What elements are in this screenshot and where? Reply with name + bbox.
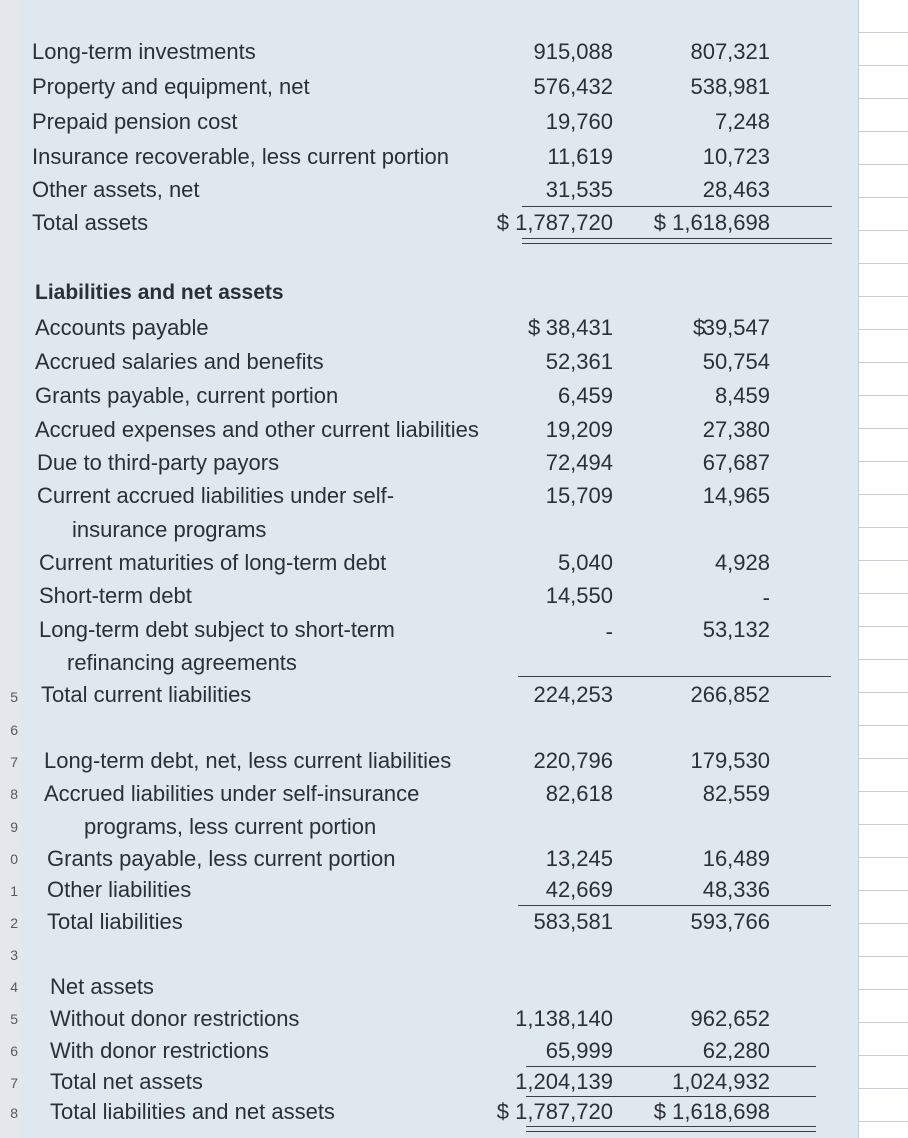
total-liabilities-net-assets-prior-year: $ 1,618,698 — [653, 1099, 770, 1124]
value-current-year: 220,796 — [533, 748, 613, 773]
row-label: Total liabilities — [47, 909, 183, 934]
row-number: 6 — [10, 722, 18, 738]
row-label: Property and equipment, net — [32, 74, 310, 99]
value-current-year: 52,361 — [545, 349, 613, 374]
row-label: Total liabilities and net assets — [50, 1099, 335, 1124]
value-current-year: 72,494 — [545, 450, 613, 475]
value-prior-year: 62,280 — [702, 1038, 770, 1063]
value-prior-year: 179,530 — [690, 748, 770, 773]
value-current-year: 14,550 — [545, 583, 613, 608]
total-assets-current-year: $ 1,787,720 — [496, 210, 613, 235]
row-number: 9 — [10, 819, 18, 835]
value-current-year: 42,669 — [545, 877, 613, 902]
row-label: Grants payable, current portion — [35, 383, 339, 408]
row-label: Total assets — [32, 210, 149, 235]
row-number-gutter — [0, 0, 23, 1138]
currency-sign: $ — [528, 315, 541, 340]
value-prior-year: 50,754 — [702, 349, 770, 374]
row-label: Without donor restrictions — [50, 1006, 300, 1031]
value-current-year: 13,245 — [545, 846, 613, 871]
row-label: Accrued liabilities under self-insurance — [44, 781, 420, 806]
subtotal-rule — [526, 1066, 816, 1067]
subtotal-rule — [526, 1096, 816, 1097]
total-current-liabilities-current-year: 224,253 — [533, 682, 613, 707]
value-current-year: 576,432 — [533, 74, 613, 99]
value-prior-year: 28,463 — [702, 177, 770, 202]
value-current-year: 65,999 — [545, 1038, 613, 1063]
value-prior-year: 4,928 — [714, 550, 770, 575]
total-liabilities-prior-year: 593,766 — [690, 909, 770, 934]
row-number: 2 — [10, 915, 18, 931]
value-prior-year: 53,132 — [702, 617, 770, 642]
value-prior-year: 82,559 — [702, 781, 770, 806]
total-liabilities-net-assets-current-year: $ 1,787,720 — [496, 1099, 613, 1124]
currency-sign: $ — [693, 315, 706, 340]
row-number: 0 — [10, 851, 18, 867]
row-number: 3 — [10, 947, 18, 963]
value-current-year: 1,138,140 — [515, 1006, 613, 1031]
row-label: Other liabilities — [47, 877, 192, 902]
value-current-year: - — [605, 619, 613, 644]
row-label: Accrued salaries and benefits — [35, 349, 324, 374]
row-number: 1 — [10, 883, 18, 899]
value-prior-year: 27,380 — [702, 417, 770, 442]
row-number: 7 — [10, 754, 18, 770]
subtotal-rule — [518, 676, 831, 677]
row-label: Short-term debt — [39, 583, 192, 608]
row-label: Prepaid pension cost — [32, 109, 238, 134]
row-number: 5 — [10, 689, 18, 705]
row-label: Current maturities of long-term debt — [39, 550, 387, 575]
value-current-year: 915,088 — [533, 39, 613, 64]
section-heading-net-assets: Net assets — [50, 974, 154, 999]
total-liabilities-current-year: 583,581 — [533, 909, 613, 934]
row-label: Total current liabilities — [41, 682, 252, 707]
row-label: Grants payable, less current portion — [47, 846, 396, 871]
value-current-year: 19,209 — [545, 417, 613, 442]
value-prior-year: - — [762, 585, 770, 610]
value-prior-year: 67,687 — [702, 450, 770, 475]
row-label: Insurance recoverable, less current portion — [32, 144, 449, 169]
value-current-year: 6,459 — [557, 383, 613, 408]
row-number: 5 — [10, 1011, 18, 1027]
subtotal-rule — [522, 206, 832, 207]
row-number: 8 — [10, 1105, 18, 1121]
row-label: Accrued expenses and other current liabilities — [35, 417, 479, 442]
row-label: Long-term debt subject to short-term — [39, 617, 395, 642]
row-number: 8 — [10, 786, 18, 802]
value-current-year: 38,431 — [545, 315, 613, 340]
value-current-year: 15,709 — [545, 483, 613, 508]
value-current-year: 5,040 — [557, 550, 613, 575]
value-prior-year: 807,321 — [690, 39, 770, 64]
value-prior-year: 8,459 — [714, 383, 770, 408]
value-prior-year: 16,489 — [702, 846, 770, 871]
value-prior-year: 39,547 — [702, 315, 770, 340]
value-current-year: 11,619 — [547, 144, 613, 169]
value-prior-year: 538,981 — [690, 74, 770, 99]
value-current-year: 31,535 — [545, 177, 613, 202]
value-current-year: 82,618 — [545, 781, 613, 806]
value-prior-year: 14,965 — [702, 483, 770, 508]
total-double-rule — [526, 1126, 816, 1132]
row-label: Accounts payable — [35, 315, 209, 340]
total-current-liabilities-prior-year: 266,852 — [690, 682, 770, 707]
value-prior-year: 10,723 — [702, 144, 770, 169]
section-heading-liabilities: Liabilities and net assets — [35, 281, 284, 304]
row-label: Due to third-party payors — [37, 450, 280, 475]
value-prior-year: 962,652 — [690, 1006, 770, 1031]
value-prior-year: 7,248 — [714, 109, 770, 134]
total-net-assets-current-year: 1,204,139 — [515, 1069, 613, 1094]
row-label: With donor restrictions — [50, 1038, 269, 1063]
row-label-continued: programs, less current portion — [84, 814, 377, 839]
spreadsheet-grid-edge — [858, 0, 908, 1138]
row-label: Total net assets — [50, 1069, 203, 1094]
balance-sheet — [22, 0, 858, 1138]
row-label-continued: refinancing agreements — [67, 650, 297, 675]
row-label-continued: insurance programs — [72, 517, 267, 542]
row-number: 6 — [10, 1043, 18, 1059]
total-assets-prior-year: $ 1,618,698 — [653, 210, 770, 235]
total-double-rule — [522, 238, 832, 244]
row-number: 4 — [10, 979, 18, 995]
total-net-assets-prior-year: 1,024,932 — [672, 1069, 770, 1094]
row-label: Other assets, net — [32, 177, 200, 202]
subtotal-rule — [518, 905, 831, 906]
row-label: Long-term debt, net, less current liabilities — [44, 748, 452, 773]
value-current-year: 19,760 — [545, 109, 613, 134]
value-prior-year: 48,336 — [702, 877, 770, 902]
row-label: Long-term investments — [32, 39, 256, 64]
row-number: 7 — [10, 1075, 18, 1091]
row-label: Current accrued liabilities under self- — [37, 483, 395, 508]
